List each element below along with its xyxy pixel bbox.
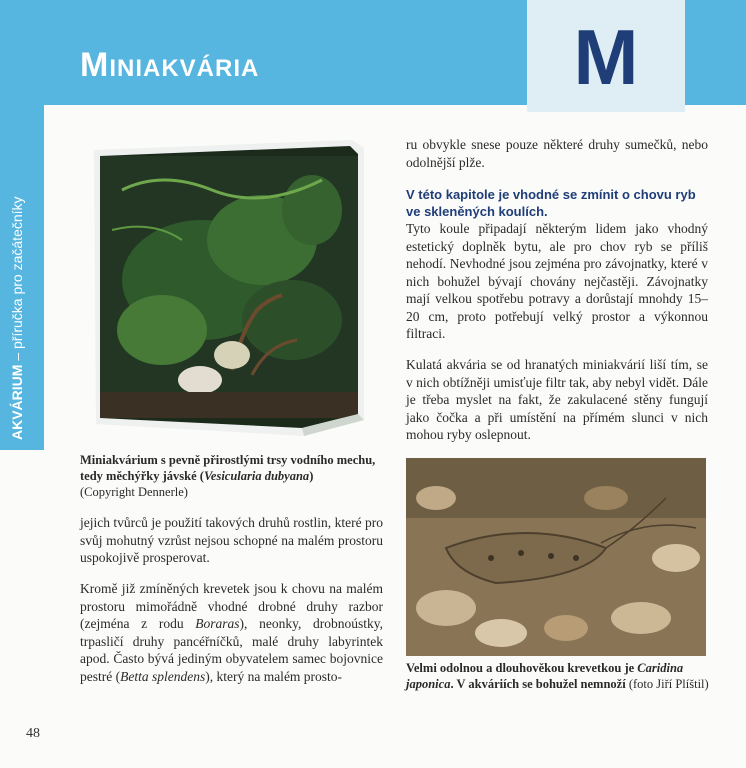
- left-paragraph-1: jejich tvůrců je použití takových druhů rostlin, které pro svůj mohutný vzrůst nejsou schopné na malém prostoru uspokojivě prosperovat.: [80, 515, 383, 565]
- left-p2-genus: Boraras: [195, 616, 240, 631]
- aquarium-photo-caption: [80, 452, 385, 500]
- caption2-credit: (foto Jiří Plíštil): [625, 677, 709, 691]
- aquarium-photo: [82, 130, 382, 440]
- right-paragraph-3: Kulatá akvária se od hranatých miniakvárií liší tím, se v nich obtížněji umisťuje filtr tak, aby nebyl vidět. Dále je třeba myslet na fakt, že zakulacené stěny fungují jako čočka a při umístění na přímém slunci v nich mohou ryby oslepnout.: [406, 357, 708, 442]
- caption1-species: Vesicularia dubyana: [203, 469, 310, 483]
- side-title-sub: – příručka pro začátečníky: [9, 196, 25, 365]
- caption1-credit: (Copyright Dennerle): [80, 485, 188, 499]
- shrimp-photo: [406, 458, 706, 656]
- title-initial: M: [80, 46, 110, 84]
- side-running-title: [9, 110, 25, 440]
- page-number: 48: [26, 726, 40, 741]
- caption2-bold-text: Velmi odolnou a dlouhověkou krevetkou je: [406, 661, 638, 675]
- right-paragraph-2: Tyto koule připadají některým lidem jako vhodný estetický doplněk bytu, ale pro chov ryb se příliš nehodí. Nevhodné jsou zejména pro závojnatky, které v nich bohužel bývají chovány nejčastěji. Závojnatky mají velkou spotřebu potravy a dorůstají mnohdy 15–20 cm, proto potřebují velký prostor a výkonnou filtraci.: [406, 221, 708, 341]
- left-p2-part-a: Kromě již zmíněných krevetek jsou k chovu na malém prostoru mimořádně vhodné drobné druhy razbor (zejména z rodu: [80, 581, 383, 631]
- section-heading: V této kapitole je vhodné se zmínit o chovu ryb ve skleněných koulích.: [406, 187, 696, 219]
- caption1-bold-end: ): [309, 469, 314, 483]
- chapter-letter: M: [573, 13, 639, 101]
- caption2-species: Caridina japonica: [406, 661, 684, 691]
- left-p2-part-c: ), který na malém prosto-: [205, 668, 343, 684]
- shrimp-photo-caption: [406, 660, 711, 692]
- left-paragraph-2: [80, 580, 383, 685]
- left-p2-part-b: ), neonky, drobnoústky, trpasličí druhy pancéřníčků, malé druhy labyrintek apod. Často bývá jediným obyvatelem samec bojovnice pestré (: [80, 616, 384, 684]
- caption2-bold-end: . V akváriích se bohužel nemnoží: [450, 677, 626, 691]
- left-p2-species: Betta splendens: [120, 668, 206, 684]
- caption1-bold-text: Miniakvárium s pevně přirostlými trsy vodního mechu, tedy měchýřky jávské (: [80, 453, 376, 483]
- right-paragraph-1: ru obvykle snese pouze některé druhy sumečků, nebo odolnější plže.: [406, 137, 708, 170]
- chapter-letter-box: [527, 0, 685, 112]
- chapter-title: [80, 46, 259, 85]
- title-rest: INIAKVÁRIA: [109, 55, 260, 82]
- side-title-main: AKVÁRIUM: [9, 364, 25, 440]
